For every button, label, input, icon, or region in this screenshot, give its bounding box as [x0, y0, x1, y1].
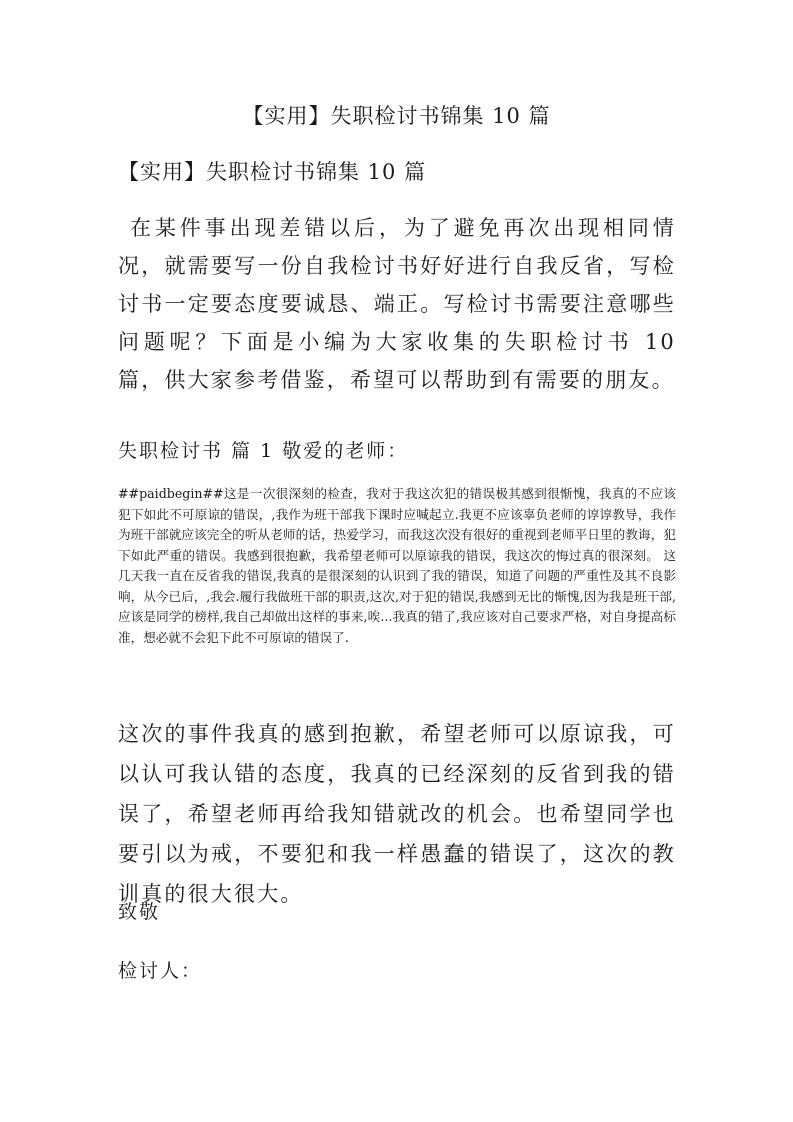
section-heading: 失职检讨书 篇 1 敬爱的老师：	[118, 440, 409, 462]
closing-salutation: 致敬	[118, 901, 161, 923]
document-title: 【实用】失职检讨书锦集 10 篇	[242, 104, 551, 128]
document-subtitle: 【实用】失职检讨书锦集 10 篇	[118, 160, 427, 184]
body-paragraph-small: ##paidbegin##这是一次很深刻的检查，我对于我这次犯的错误极其感到很惭愧，我真的不应该犯下如此不可原谅的错误，,我作为班干部我下课时应喊起立.我更不应该辜负老师的谆谆教导，我作为班干部就应该完全的听从老师的话，热爱学习，而我这次没有很好的重视到老师平日里的教诲，犯下如此严重的错误。我感到很抱歉，我希望老师可以原谅我的错误，我这次的悔过真的很深刻。 这几天我一直在反省我的错误,我真的是很深刻的认识到了我的错误，知道了问题的严重性及其不良影响，从今已后，,我会.履行我做班干部的职责,这次,对于犯的错误,我感到无比的惭愧,因为我是班干部,应该是同学的榜样,我自己却做出这样的事来,唉...我真的错了,我应该对自己要求严格，对自身提高标准，想必就不会犯下此不可原谅的错误了.	[118, 486, 676, 645]
signer-label: 检讨人：	[118, 960, 203, 982]
intro-text: 在某件事出现差错以后，为了避免再次出现相同情况，就需要写一份自我检讨书好好进行自我反省，写检讨书一定要态度要诚恳、端正。写检讨书需要注意哪些问题呢？下面是小编为大家收集的失职检讨书 10 篇，供大家参考借鉴，希望可以帮助到有需要的朋友。	[118, 216, 676, 392]
intro-paragraph	[118, 209, 676, 399]
body-paragraph-large: 这次的事件我真的感到抱歉，希望老师可以原谅我，可以认可我认错的态度，我真的已经深刻的反省到我的错误了，希望老师再给我知错就改的机会。也希望同学也要引以为戒，不要犯和我一样愚蠢的错误了，这次的教训真的很大很大。	[118, 722, 676, 906]
